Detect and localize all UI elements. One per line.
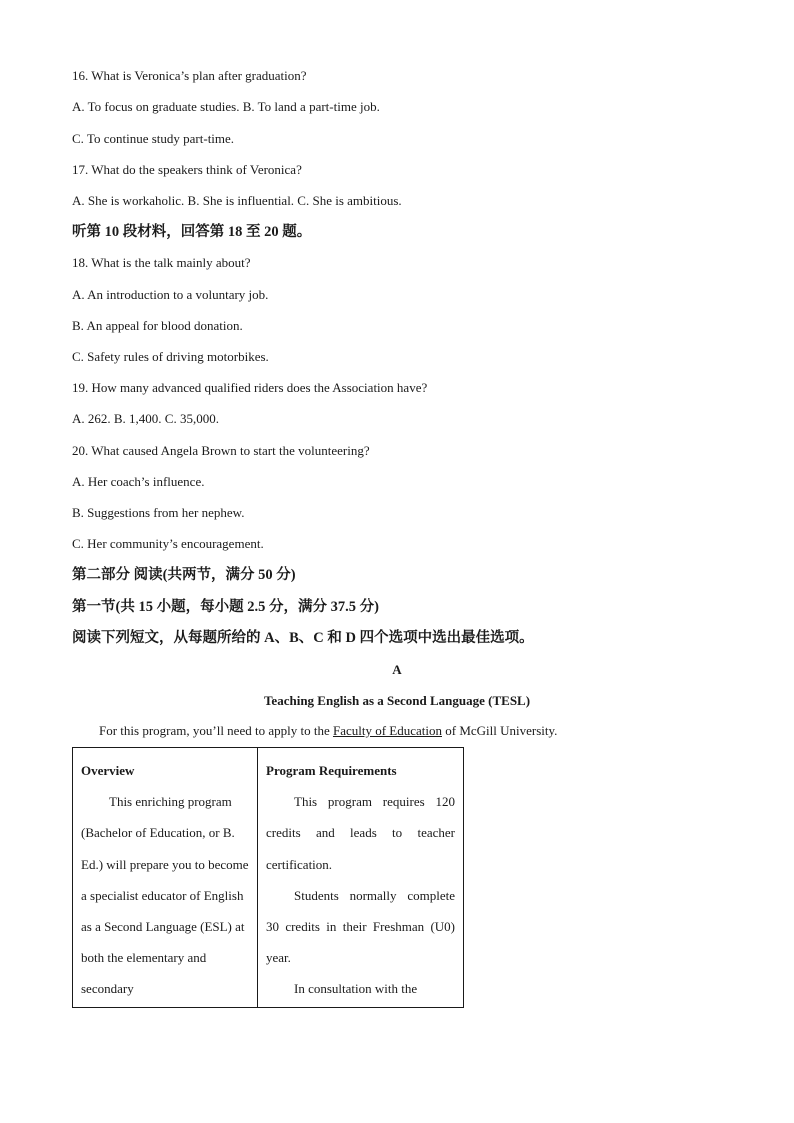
question-18-option-b: B. An appeal for blood donation. [72, 318, 243, 333]
question-18-option-a: A. An introduction to a voluntary job. [72, 287, 269, 302]
question-19: 19. How many advanced qualified riders does the Association have? [72, 380, 428, 395]
section-1-heading: 第一节(共 15 小题，每小题 2.5 分，满分 37.5 分) [72, 599, 379, 615]
question-20: 20. What caused Angela Brown to start the volunteering? [72, 443, 370, 458]
overview-header: Overview [81, 763, 135, 778]
requirements-paragraph-2: Students normally complete 30 credits in their Freshman (U0) year. [266, 887, 455, 966]
requirements-header: Program Requirements [266, 763, 397, 778]
passage-intro [99, 722, 557, 740]
question-20-option-c: C. Her community’s encouragement. [72, 536, 264, 551]
question-16-option-c: C. To continue study part-time. [72, 131, 235, 146]
passage-title: Teaching English as a Second Language (TESL) [263, 693, 531, 708]
question-20-option-a: A. Her coach’s influence. [72, 474, 205, 489]
faculty-of-education-link[interactable]: Faculty of Education [332, 723, 442, 738]
intro-text-after: of McGill University. [442, 723, 558, 738]
requirements-paragraph-1: This program requires 120 credits and leads to teacher certification. [266, 794, 455, 872]
intro-text-before: For this program, you’ll need to apply to the [99, 723, 333, 738]
question-18: 18. What is the talk mainly about? [72, 255, 251, 270]
part-2-heading: 第二部分 阅读(共两节，满分 50 分) [72, 567, 296, 583]
requirements-cell [258, 748, 464, 1008]
program-table [72, 747, 464, 1008]
overview-cell [73, 748, 258, 1008]
question-16-options-ab: A. To focus on graduate studies. B. To land a part-time job. [72, 99, 380, 114]
overview-text: This enriching program (Bachelor of Education, or B. Ed.) will prepare you to become a specialist educator of English as a Second Language (ESL) at both the elementary and secondary [81, 794, 249, 997]
question-19-options: A. 262. B. 1,400. C. 35,000. [72, 411, 219, 426]
question-18-option-c: C. Safety rules of driving motorbikes. [72, 349, 269, 364]
listening-section-10-heading: 听第 10 段材料，回答第 18 至 20 题。 [72, 224, 312, 240]
question-17-options: A. She is workaholic. B. She is influential. C. She is ambitious. [72, 193, 402, 208]
reading-instruction: 阅读下列短文，从每题所给的 A、B、C 和 D 四个选项中选出最佳选项。 [72, 630, 534, 646]
requirements-paragraph-3: In consultation with the [294, 981, 418, 997]
question-17: 17. What do the speakers think of Veronica? [72, 162, 302, 177]
question-20-option-b: B. Suggestions from her nephew. [72, 505, 245, 520]
passage-letter: A [392, 662, 402, 677]
question-16: 16. What is Veronica’s plan after graduation? [72, 68, 307, 83]
